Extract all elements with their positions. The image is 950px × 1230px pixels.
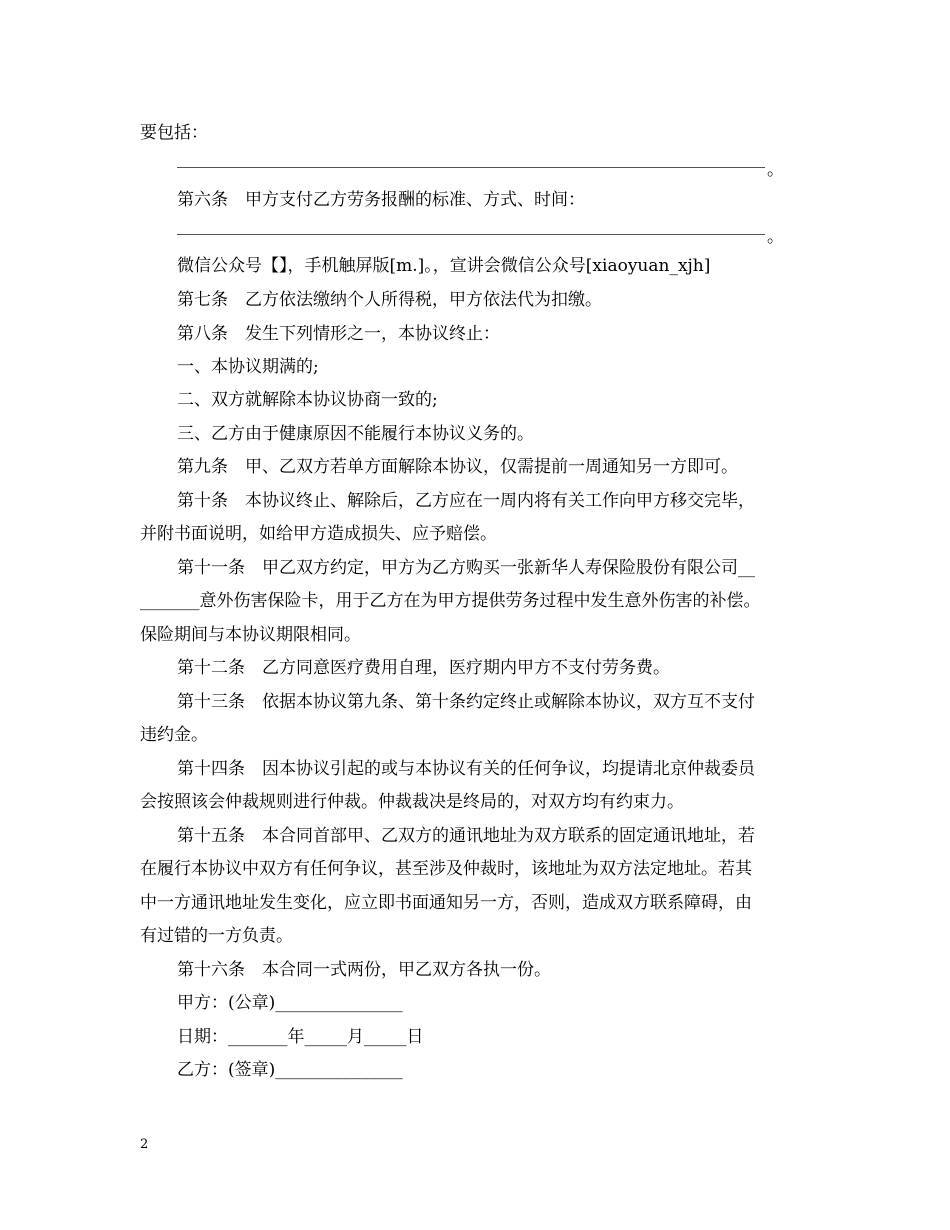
article-8-item-2: 二、双方就解除本协议协商一致的; (177, 390, 438, 410)
article-8-item-1: 一、本协议期满的; (177, 357, 319, 377)
article-8: 第八条 发生下列情形之一，本协议终止： (177, 324, 500, 344)
text-line: 要包括： (140, 123, 208, 143)
article-10: 第十条 本协议终止、解除后，乙方应在一周内将有关工作向甲方移交完毕， (177, 491, 755, 511)
article-11: 第十一条 甲乙双方约定，甲方为乙方购买一张新华人寿保险股份有限公司__ (177, 558, 755, 578)
article-14: 第十四条 因本协议引起的或与本协议有关的任何争议，均提请北京仲裁委员 (177, 759, 755, 779)
article-14-cont: 会按照该会仲裁规则进行仲裁。仲裁裁决是终局的，对双方均有约束力。 (140, 792, 684, 812)
article-11-cont: 保险期间与本协议期限相同。 (140, 625, 361, 645)
fill-blank-line (177, 234, 765, 235)
article-9: 第九条 甲、乙双方若单方面解除本协议，仅需提前一周通知另一方即可。 (177, 457, 738, 477)
blank-end-mark: 。 (767, 227, 784, 247)
article-6: 第六条 甲方支付乙方劳务报酬的标准、方式、时间： (177, 190, 585, 210)
article-15-cont: 在履行本协议中双方有任何争议，甚至涉及仲裁时，该地址为双方法定地址。若其 (140, 859, 752, 879)
article-11-cont: _______意外伤害保险卡，用于乙方在为甲方提供劳务过程中发生意外伤害的补偿。 (140, 591, 761, 611)
article-15: 第十五条 本合同首部甲、乙双方的通讯地址为双方联系的固定通讯地址，若 (177, 826, 755, 846)
article-7: 第七条 乙方依法缴纳个人所得税，甲方依法代为扣缴。 (177, 290, 602, 310)
fill-blank-row (177, 155, 784, 180)
article-12: 第十二条 乙方同意医疗费用自理，医疗期内甲方不支付劳务费。 (177, 658, 670, 678)
wechat-notice: 微信公众号【】，手机触屏版[m.]。，宣讲会微信公众号[xiaoyuan_xjh] (177, 256, 711, 276)
article-16: 第十六条 本合同一式两份，甲乙双方各执一份。 (177, 960, 551, 980)
party-a-seal: 甲方：(公章)_______________ (177, 993, 403, 1013)
article-10-cont: 并附书面说明，如给甲方造成损失、应予赔偿。 (140, 524, 497, 544)
article-15-cont: 中一方通讯地址发生变化，应立即书面通知另一方，否则，造成双方联系障碍，由 (140, 893, 752, 913)
article-15-cont: 有过错的一方负责。 (140, 926, 293, 946)
article-13: 第十三条 依据本协议第九条、第十条约定终止或解除本协议，双方互不支付 (177, 692, 755, 712)
party-b-signature: 乙方：(签章)_______________ (177, 1060, 403, 1080)
blank-end-mark: 。 (767, 160, 784, 180)
page-number: 2 (140, 1137, 149, 1152)
fill-blank-line (177, 167, 765, 168)
article-8-item-3: 三、乙方由于健康原因不能履行本协议义务的。 (177, 424, 534, 444)
fill-blank-row (177, 222, 784, 247)
article-13-cont: 违约金。 (140, 725, 208, 745)
signing-date: 日期：_______年_____月_____日 (177, 1027, 424, 1047)
